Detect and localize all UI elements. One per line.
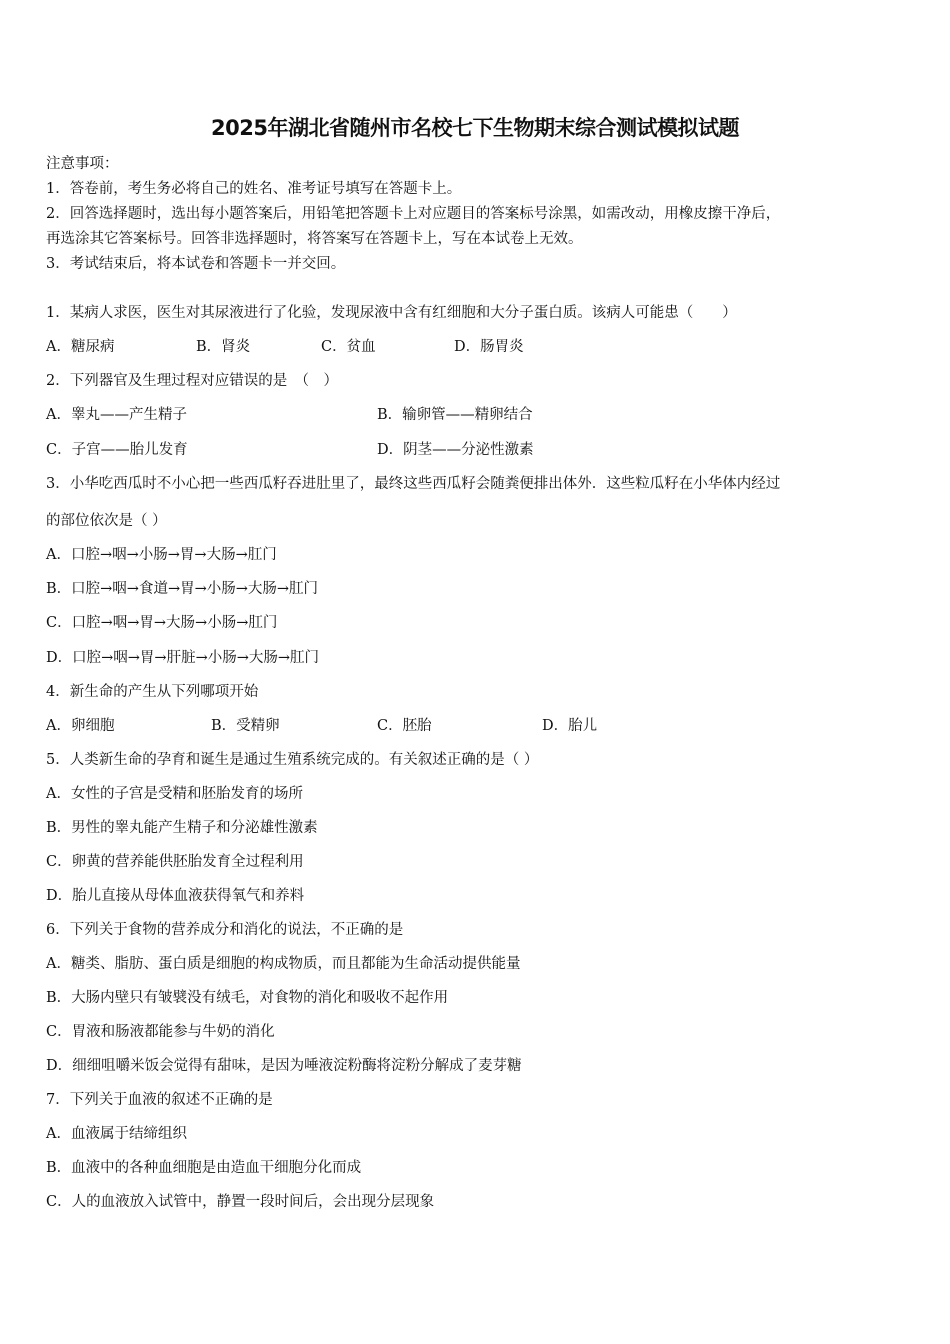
question-5-stem: 5．人类新生命的孕育和诞生是通过生殖系统完成的。有关叙述正确的是（ ） (46, 752, 539, 768)
q1-option-d: D．肠胃炎 (454, 339, 524, 355)
q2-option-a: A．睾丸——产生精子 (46, 407, 187, 423)
q1-option-a: A．糖尿病 (46, 339, 115, 355)
q5-option-d: D．胎儿直接从母体血液获得氧气和养料 (46, 888, 305, 904)
q4-option-a: A．卵细胞 (46, 718, 115, 734)
q4-option-c: C．胚胎 (377, 718, 432, 734)
q6-option-a: A．糖类、脂肪、蛋白质是细胞的构成物质，而且都能为生命活动提供能量 (46, 956, 521, 972)
question-6-stem: 6．下列关于食物的营养成分和消化的说法，不正确的是 (46, 922, 404, 938)
q2-option-c: C．子宫——胎儿发育 (46, 442, 188, 458)
q6-option-d: D．细细咀嚼米饭会觉得有甜味，是因为唾液淀粉酶将淀粉分解成了麦芽糖 (46, 1058, 522, 1074)
q2-option-b: B．输卵管——精卵结合 (377, 407, 533, 423)
q5-option-c: C．卵黄的营养能供胚胎发育全过程利用 (46, 854, 304, 870)
q5-option-a: A．女性的子宫是受精和胚胎发育的场所 (46, 786, 303, 802)
q7-option-b: B．血液中的各种血细胞是由造血干细胞分化而成 (46, 1160, 362, 1176)
question-4-stem: 4．新生命的产生从下列哪项开始 (46, 684, 259, 700)
q3-option-c: C．口腔→咽→胃→大肠→小肠→肛门 (46, 615, 278, 631)
question-3-stem: 3．小华吃西瓜时不小心把一些西瓜籽吞进肚里了，最终这些西瓜籽会随粪便排出体外．这些粒瓜籽在小华体内经过 (46, 476, 781, 492)
q3-option-a: A．口腔→咽→小肠→胃→大肠→肛门 (46, 547, 277, 563)
notice-item-2: 2．回答选择题时，选出每小题答案后，用铅笔把答题卡上对应题目的答案标号涂黑，如需改动，用橡皮擦干净后， (46, 206, 781, 222)
q6-option-b: B．大肠内壁只有皱襞没有绒毛，对食物的消化和吸收不起作用 (46, 990, 449, 1006)
question-7-stem: 7．下列关于血液的叙述不正确的是 (46, 1092, 273, 1108)
q7-option-c: C．人的血液放入试管中，静置一段时间后，会出现分层现象 (46, 1194, 435, 1210)
q3-option-b: B．口腔→咽→食道→胃→小肠→大肠→肛门 (46, 581, 319, 597)
question-3-stem-cont: 的部位依次是（ ） (46, 513, 167, 529)
q3-option-d: D．口腔→咽→胃→肝脏→小肠→大肠→肛门 (46, 650, 320, 666)
question-1-stem: 1．某病人求医，医生对其尿液进行了化验，发现尿液中含有红细胞和大分子蛋白质。该病人可能患（ ） (46, 305, 737, 321)
q6-option-c: C．胃液和肠液都能参与牛奶的消化 (46, 1024, 275, 1040)
q4-option-d: D．胎儿 (542, 718, 598, 734)
q1-option-c: C．贫血 (321, 339, 376, 355)
notice-item-3: 3．考试结束后，将本试卷和答题卡一并交回。 (46, 256, 346, 272)
page-title: 2025年湖北省随州市名校七下生物期末综合测试模拟试题 (211, 116, 739, 140)
q1-option-b: B．肾炎 (196, 339, 251, 355)
q7-option-a: A．血液属于结缔组织 (46, 1126, 187, 1142)
notice-item-1: 1．答卷前，考生务必将自己的姓名、准考证号填写在答题卡上。 (46, 181, 462, 197)
q4-option-b: B．受精卵 (211, 718, 280, 734)
notice-item-2-cont: 再选涂其它答案标号。回答非选择题时，将答案写在答题卡上，写在本试卷上无效。 (46, 231, 583, 247)
q5-option-b: B．男性的睾丸能产生精子和分泌雄性激素 (46, 820, 318, 836)
notice-heading: 注意事项： (46, 156, 119, 172)
question-2-stem: 2．下列器官及生理过程对应错误的是 （ ） (46, 373, 338, 389)
q2-option-d: D．阴茎——分泌性激素 (377, 442, 534, 458)
